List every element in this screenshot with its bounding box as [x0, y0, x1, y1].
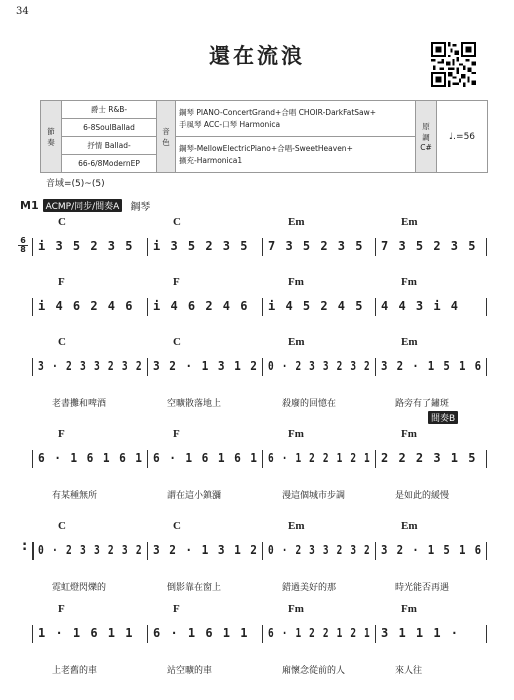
chord-symbol: F [58, 603, 65, 615]
section-tag: ACMP/同步/間奏A [43, 199, 123, 212]
bar-line [262, 450, 263, 468]
bar-line [147, 298, 148, 316]
notation-measure [38, 299, 143, 313]
lyric-text: 老書攤和啤酒 [52, 399, 107, 409]
notation-measure [268, 626, 371, 640]
notation-text: 3 2 · 1 3 1 2 [153, 359, 259, 373]
chord-symbol: F [173, 428, 180, 440]
notation-text: 6 · 1 6 1 1 [153, 626, 249, 640]
notation-text: 3 · 2 3 3 2 3 2 [38, 359, 143, 373]
chord-symbol: Fm [288, 276, 304, 288]
notation-measure [153, 626, 258, 640]
bar-line [147, 358, 148, 376]
lyric-text: 錯過美好的那 [282, 583, 337, 593]
notation-measure [268, 299, 371, 313]
chord-symbol: F [58, 276, 65, 288]
chord-symbol: Em [401, 216, 418, 228]
song-info-table [40, 100, 488, 173]
notation-text: i 3 5 2 3 5 [153, 239, 249, 253]
notation-measure [381, 239, 482, 253]
bar-line [32, 542, 34, 560]
bar-line [375, 298, 376, 316]
chord-symbol: F [58, 428, 65, 440]
time-signature-top: 6 [18, 237, 28, 246]
notation-text: 6 · 1 6 1 6 1 [153, 451, 259, 465]
chord-symbol: C [173, 216, 181, 228]
notation-measure [38, 359, 143, 373]
notation-measure [381, 359, 482, 373]
bar-line [486, 238, 487, 256]
lyric-text: 倒影靠在窗上 [167, 583, 222, 593]
bar-line [147, 450, 148, 468]
notation-measure [153, 299, 258, 313]
notation-text: 0 · 2 3 3 2 3 2 [268, 543, 371, 557]
section-label: M1 [20, 199, 39, 212]
tempo: ♩.=56 [437, 101, 488, 173]
notation-measure [268, 359, 371, 373]
notation-measure [381, 543, 482, 557]
bar-line [486, 542, 487, 560]
rhythm-style-2: 6-8SoulBallad [62, 119, 157, 137]
notation-text: 7 3 5 2 3 5 [268, 239, 364, 253]
notation-text: 3 2 · 1 3 1 2 [153, 543, 259, 557]
tone-line-2: 手風琴 ACC-口琴 Harmonica [179, 119, 281, 129]
bar-line [262, 542, 263, 560]
key-value: C# [420, 143, 432, 152]
notation-measure [153, 451, 258, 465]
notation-text: i 4 6 2 4 6 [153, 299, 249, 313]
bar-line [486, 358, 487, 376]
song-title: 還在流浪 [209, 44, 305, 68]
chord-symbol: Em [288, 520, 305, 532]
notation-text: 6 · 1 2 2 1 2 1 [268, 626, 371, 640]
section-header [20, 198, 150, 213]
notation-measure [153, 239, 258, 253]
bar-line [375, 238, 376, 256]
rhythm-label: 節奏 [41, 101, 62, 173]
notation-text: 6 · 1 2 2 1 2 1 [268, 451, 371, 465]
lyric-text: 來人往 [395, 666, 423, 676]
lyric-text: 站空曠的車 [167, 666, 213, 676]
lyric-text: 漫這個城市步調 [282, 491, 346, 501]
bar-line [32, 238, 33, 256]
notation-measure [38, 239, 143, 253]
bar-line [32, 298, 33, 316]
lyric-text: 路旁有了鏽斑 [395, 399, 450, 409]
chord-symbol: Em [288, 336, 305, 348]
notation-text: 3 2 · 1 5 1 6 [381, 543, 483, 557]
chord-symbol: F [173, 603, 180, 615]
bar-line [147, 542, 148, 560]
bar-line [147, 625, 148, 643]
chord-symbol: C [173, 336, 181, 348]
notation-measure [381, 451, 482, 465]
bar-line [486, 450, 487, 468]
chord-symbol: Em [401, 336, 418, 348]
bar-line [32, 625, 33, 643]
notation-text: 4 4 3 i 4 [381, 299, 460, 313]
chord-symbol: Em [288, 216, 305, 228]
notation-text: 7 3 5 2 3 5 [381, 239, 477, 253]
lyric-text: 空曠散落地上 [167, 399, 222, 409]
lyric-text: 上老舊的車 [52, 666, 98, 676]
notation-text: i 3 5 2 3 5 [38, 239, 134, 253]
notation-text: 2 2 2 3 1 5 [381, 451, 477, 465]
notation-measure [38, 543, 143, 557]
bar-line [32, 358, 33, 376]
bar-line [262, 298, 263, 316]
time-signature [18, 237, 28, 254]
chord-symbol: C [58, 216, 66, 228]
bar-line [375, 450, 376, 468]
bar-line [262, 358, 263, 376]
qr-code-icon[interactable] [431, 42, 476, 87]
bar-line [375, 625, 376, 643]
chord-symbol: Fm [288, 428, 304, 440]
bar-line [375, 358, 376, 376]
bar-line [262, 238, 263, 256]
time-signature-bottom: 8 [20, 245, 26, 254]
chord-symbol: Fm [401, 603, 417, 615]
notation-text: 3 1 1 1 · [381, 626, 460, 640]
tone-label: 音色 [157, 101, 176, 173]
chord-symbol: F [173, 276, 180, 288]
chord-symbol: Em [401, 520, 418, 532]
tone-set-1 [176, 101, 416, 137]
notation-measure [268, 543, 371, 557]
tone-line-3: 鋼琴-MellowElectricPiano+合唱-SweetHeaven+ [179, 143, 353, 153]
key-label: 原調 [422, 122, 430, 142]
chord-symbol: Fm [401, 428, 417, 440]
notation-text: 6 · 1 6 1 6 1 [38, 451, 144, 465]
notation-text: 0 · 2 3 3 2 3 2 [38, 543, 143, 557]
rhythm-style-1: 爵士 R&B- [62, 101, 157, 119]
lyric-text: 是如此的緩慢 [395, 491, 450, 501]
tone-set-2 [176, 137, 416, 173]
notation-measure [381, 299, 482, 313]
lyric-text: 有某種無所 [52, 491, 98, 501]
notation-text: 0 · 2 3 3 2 3 2 [268, 359, 371, 373]
notation-text: i 4 6 2 4 6 [38, 299, 134, 313]
tone-line-4: 擴充-Harmonica1 [179, 155, 243, 165]
chord-symbol: Fm [401, 276, 417, 288]
chord-symbol: C [173, 520, 181, 532]
section-instrument: 鋼琴 [130, 202, 151, 213]
rhythm-style-4: 66-6/8ModernEP [62, 155, 157, 173]
bar-line [486, 298, 487, 316]
lyric-text: 霓虹燈閃爍的 [52, 583, 107, 593]
notation-measure [268, 239, 371, 253]
interlude-b-tag: 間奏B [428, 411, 458, 424]
notation-measure [381, 626, 482, 640]
lyric-text: 時光能否再遇 [395, 583, 450, 593]
lyric-text: 廂懷念從前的人 [282, 666, 346, 676]
lyric-text: 謂在這小鎮瀰 [167, 491, 222, 501]
bar-line [147, 238, 148, 256]
vocal-range: 音域=(5)~(5) [46, 179, 105, 189]
repeat-sign: : [22, 539, 28, 554]
bar-line [32, 450, 33, 468]
lyric-text: 殺廢的回憶在 [282, 399, 337, 409]
chord-symbol: C [58, 336, 66, 348]
notation-text: 1 · 1 6 1 1 [38, 626, 134, 640]
notation-measure [153, 543, 258, 557]
page-number: 34 [16, 6, 29, 17]
bar-line [375, 542, 376, 560]
notation-text: 3 2 · 1 5 1 6 [381, 359, 483, 373]
notation-measure [38, 626, 143, 640]
bar-line [262, 625, 263, 643]
bar-line [486, 625, 487, 643]
chord-symbol: C [58, 520, 66, 532]
notation-measure [153, 359, 258, 373]
notation-text: i 4 5 2 4 5 [268, 299, 364, 313]
chord-symbol: Fm [288, 603, 304, 615]
notation-measure [38, 451, 143, 465]
key-cell [416, 101, 437, 173]
rhythm-style-3: 抒情 Ballad- [62, 137, 157, 155]
tone-line-1: 鋼琴 PIANO-ConcertGrand+合唱 CHOIR-DarkFatSaw+ [179, 107, 377, 117]
notation-measure [268, 451, 371, 465]
